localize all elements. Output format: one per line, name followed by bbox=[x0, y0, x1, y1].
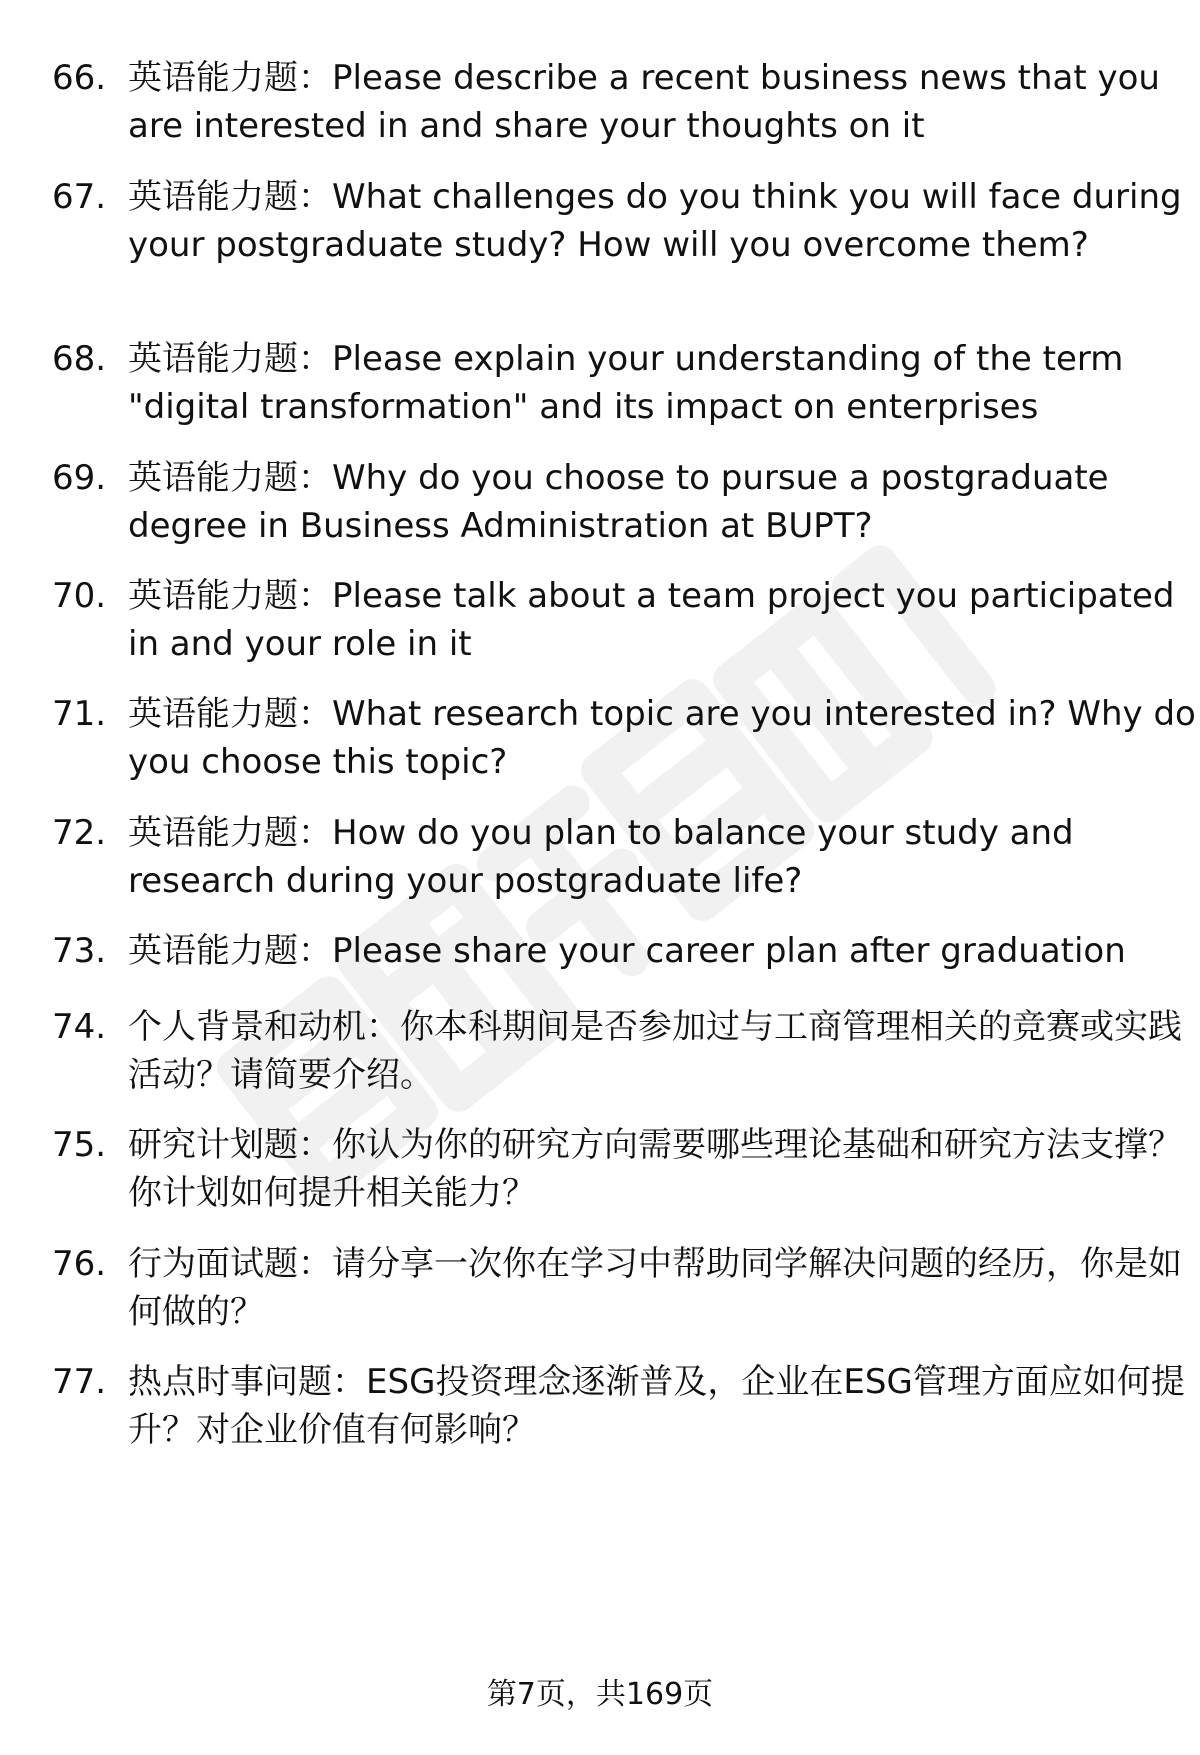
question-number: 71. bbox=[52, 694, 107, 734]
question-number: 73. bbox=[52, 931, 107, 971]
page-number-footer: 第7页，共169页 bbox=[486, 1677, 714, 1712]
question-text: 英语能力题：What research topic are you interested in? Why do you choose this topic? bbox=[128, 694, 1196, 782]
question-text: 英语能力题：What challenges do you think you will face during your postgraduate study? How will you overcome them? bbox=[128, 177, 1182, 265]
question-number: 72. bbox=[52, 813, 107, 853]
question-text: 研究计划题：你认为你的研究方向需要哪些理论基础和研究方法支撑？你计划如何提升相关能力？ bbox=[128, 1125, 1182, 1213]
question-text: 个人背景和动机：你本科期间是否参加过与工商管理相关的竞赛或实践活动？请简要介绍。 bbox=[128, 1007, 1182, 1095]
question-number: 77. bbox=[52, 1362, 107, 1402]
question-text: 英语能力题：Why do you choose to pursue a postgraduate degree in Business Administration at BUPT? bbox=[128, 458, 1109, 546]
question-number: 74. bbox=[52, 1007, 107, 1047]
question-text: 行为面试题：请分享一次你在学习中帮助同学解决问题的经历，你是如何做的？ bbox=[128, 1244, 1182, 1332]
question-text: 英语能力题：Please describe a recent business news that you are interested in and share your thoughts on it bbox=[128, 58, 1160, 146]
question-number: 70. bbox=[52, 576, 107, 616]
question-number: 76. bbox=[52, 1244, 107, 1284]
question-number: 69. bbox=[52, 458, 107, 498]
question-text: 英语能力题：How do you plan to balance your study and research during your postgraduate life? bbox=[128, 813, 1074, 901]
question-text: 热点时事问题：ESG投资理念逐渐普及，企业在ESG管理方面应如何提升？对企业价值有何影响？ bbox=[128, 1362, 1185, 1450]
question-number: 66. bbox=[52, 58, 107, 98]
question-number: 75. bbox=[52, 1125, 107, 1165]
question-text: 英语能力题：Please explain your understanding of the term "digital transformation" and its impact on enterprises bbox=[128, 339, 1124, 427]
question-number: 67. bbox=[52, 177, 107, 217]
question-number: 68. bbox=[52, 339, 107, 379]
question-text: 英语能力题：Please talk about a team project you participated in and your role in it bbox=[128, 576, 1175, 664]
question-text: 英语能力题：Please share your career plan after graduation bbox=[128, 931, 1126, 971]
